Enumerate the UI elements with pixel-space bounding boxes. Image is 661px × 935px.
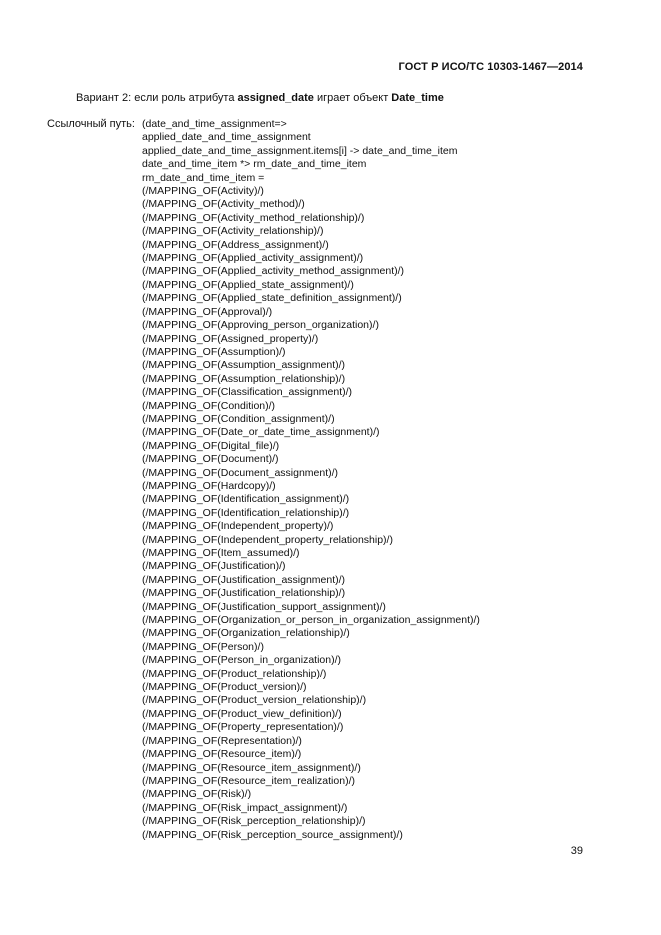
reference-path-line: (/MAPPING_OF(Date_or_date_time_assignment)/) xyxy=(142,426,380,439)
reference-path-label: Ссылочный путь: xyxy=(47,118,135,130)
reference-path-line: (/MAPPING_OF(Activity_method)/) xyxy=(142,198,305,211)
reference-path-line: (/MAPPING_OF(Organization_or_person_in_organization_assignment)/) xyxy=(142,614,480,627)
reference-path-lines xyxy=(142,118,480,842)
reference-path-line: (/MAPPING_OF(Activity_relationship)/) xyxy=(142,225,324,238)
reference-path-line: (/MAPPING_OF(Activity)/) xyxy=(142,185,264,198)
reference-path-line: (/MAPPING_OF(Risk_perception_relationship)/) xyxy=(142,815,366,828)
reference-path-line: (/MAPPING_OF(Resource_item_assignment)/) xyxy=(142,761,361,774)
reference-path-line: (/MAPPING_OF(Product_version)/) xyxy=(142,681,307,694)
reference-path-line: (/MAPPING_OF(Property_representation)/) xyxy=(142,721,344,734)
reference-path-line: (/MAPPING_OF(Organization_relationship)/) xyxy=(142,627,350,640)
reference-path-line: (/MAPPING_OF(Applied_activity_assignment)/) xyxy=(142,252,364,265)
reference-path-line: (/MAPPING_OF(Representation)/) xyxy=(142,734,302,747)
reference-path-line: (/MAPPING_OF(Resource_item)/) xyxy=(142,748,302,761)
reference-path-line: (/MAPPING_OF(Identification_relationship)/) xyxy=(142,506,350,519)
reference-path-line: (/MAPPING_OF(Justification_support_assignment)/) xyxy=(142,600,386,613)
reference-path-line: (/MAPPING_OF(Product_version_relationship)/) xyxy=(142,694,367,707)
variant-middle: играет объект xyxy=(313,92,392,104)
reference-path-line: (/MAPPING_OF(Assumption)/) xyxy=(142,345,286,358)
variant-prefix: Вариант 2: если роль атрибута xyxy=(76,92,238,104)
reference-path-line: applied_date_and_time_assignment xyxy=(142,131,311,144)
reference-path-line: (/MAPPING_OF(Applied_state_definition_assignment)/) xyxy=(142,292,402,305)
reference-path-line: (/MAPPING_OF(Independent_property)/) xyxy=(142,520,334,533)
reference-path-line: (/MAPPING_OF(Address_assignment)/) xyxy=(142,238,329,251)
reference-path-line: (/MAPPING_OF(Resource_item_realization)/) xyxy=(142,774,355,787)
reference-path-line: (/MAPPING_OF(Digital_file)/) xyxy=(142,439,280,452)
reference-path-line: (/MAPPING_OF(Risk)/) xyxy=(142,788,252,801)
page-number: 39 xyxy=(570,845,583,857)
reference-path-line: (/MAPPING_OF(Assumption_relationship)/) xyxy=(142,372,346,385)
reference-path-line: (/MAPPING_OF(Justification)/) xyxy=(142,560,286,573)
reference-path-line: (/MAPPING_OF(Approval)/) xyxy=(142,305,273,318)
reference-path-line: (/MAPPING_OF(Condition_assignment)/) xyxy=(142,412,335,425)
reference-path-line: (/MAPPING_OF(Document)/) xyxy=(142,453,279,466)
reference-path-line: (/MAPPING_OF(Justification_relationship)/) xyxy=(142,587,346,600)
reference-path-line: (/MAPPING_OF(Risk_perception_source_assignment)/) xyxy=(142,828,403,841)
object-name: Date_time xyxy=(391,92,444,104)
reference-path-line: (/MAPPING_OF(Product_view_definition)/) xyxy=(142,707,342,720)
reference-path-line: applied_date_and_time_assignment.items[i] -> date_and_time_item xyxy=(142,144,458,157)
reference-path-line: (/MAPPING_OF(Applied_state_assignment)/) xyxy=(142,278,354,291)
reference-path-line: (/MAPPING_OF(Assumption_assignment)/) xyxy=(142,359,346,372)
reference-path-line: (/MAPPING_OF(Justification_assignment)/) xyxy=(142,573,346,586)
reference-path-line: (/MAPPING_OF(Assigned_property)/) xyxy=(142,332,319,345)
reference-path-line: (/MAPPING_OF(Document_assignment)/) xyxy=(142,466,339,479)
reference-path-line: (/MAPPING_OF(Approving_person_organization)/) xyxy=(142,319,379,332)
reference-path-line: (/MAPPING_OF(Product_relationship)/) xyxy=(142,667,327,680)
reference-path-line: rm_date_and_time_item = xyxy=(142,171,265,184)
variant-statement xyxy=(76,92,444,104)
reference-path-line: (/MAPPING_OF(Condition)/) xyxy=(142,399,276,412)
reference-path-line: (/MAPPING_OF(Hardcopy)/) xyxy=(142,479,276,492)
standard-designation: ГОСТ Р ИСО/ТС 10303-1467—2014 xyxy=(398,61,583,73)
reference-path-line: date_and_time_item *> rm_date_and_time_item xyxy=(142,158,367,171)
reference-path-line: (/MAPPING_OF(Applied_activity_method_assignment)/) xyxy=(142,265,405,278)
reference-path-line: (/MAPPING_OF(Independent_property_relationship)/) xyxy=(142,533,393,546)
attribute-name: assigned_date xyxy=(237,92,314,104)
reference-path-line: (/MAPPING_OF(Classification_assignment)/) xyxy=(142,386,353,399)
reference-path-line: (/MAPPING_OF(Item_assumed)/) xyxy=(142,547,300,559)
reference-path-line: (date_and_time_assignment=> xyxy=(142,118,287,130)
reference-path-line: (/MAPPING_OF(Risk_impact_assignment)/) xyxy=(142,801,348,814)
reference-path-line: (/MAPPING_OF(Identification_assignment)/) xyxy=(142,493,350,506)
reference-path-line: (/MAPPING_OF(Person_in_organization)/) xyxy=(142,654,341,667)
reference-path-line: (/MAPPING_OF(Activity_method_relationship)/) xyxy=(142,211,365,224)
reference-path-line: (/MAPPING_OF(Person)/) xyxy=(142,640,264,653)
